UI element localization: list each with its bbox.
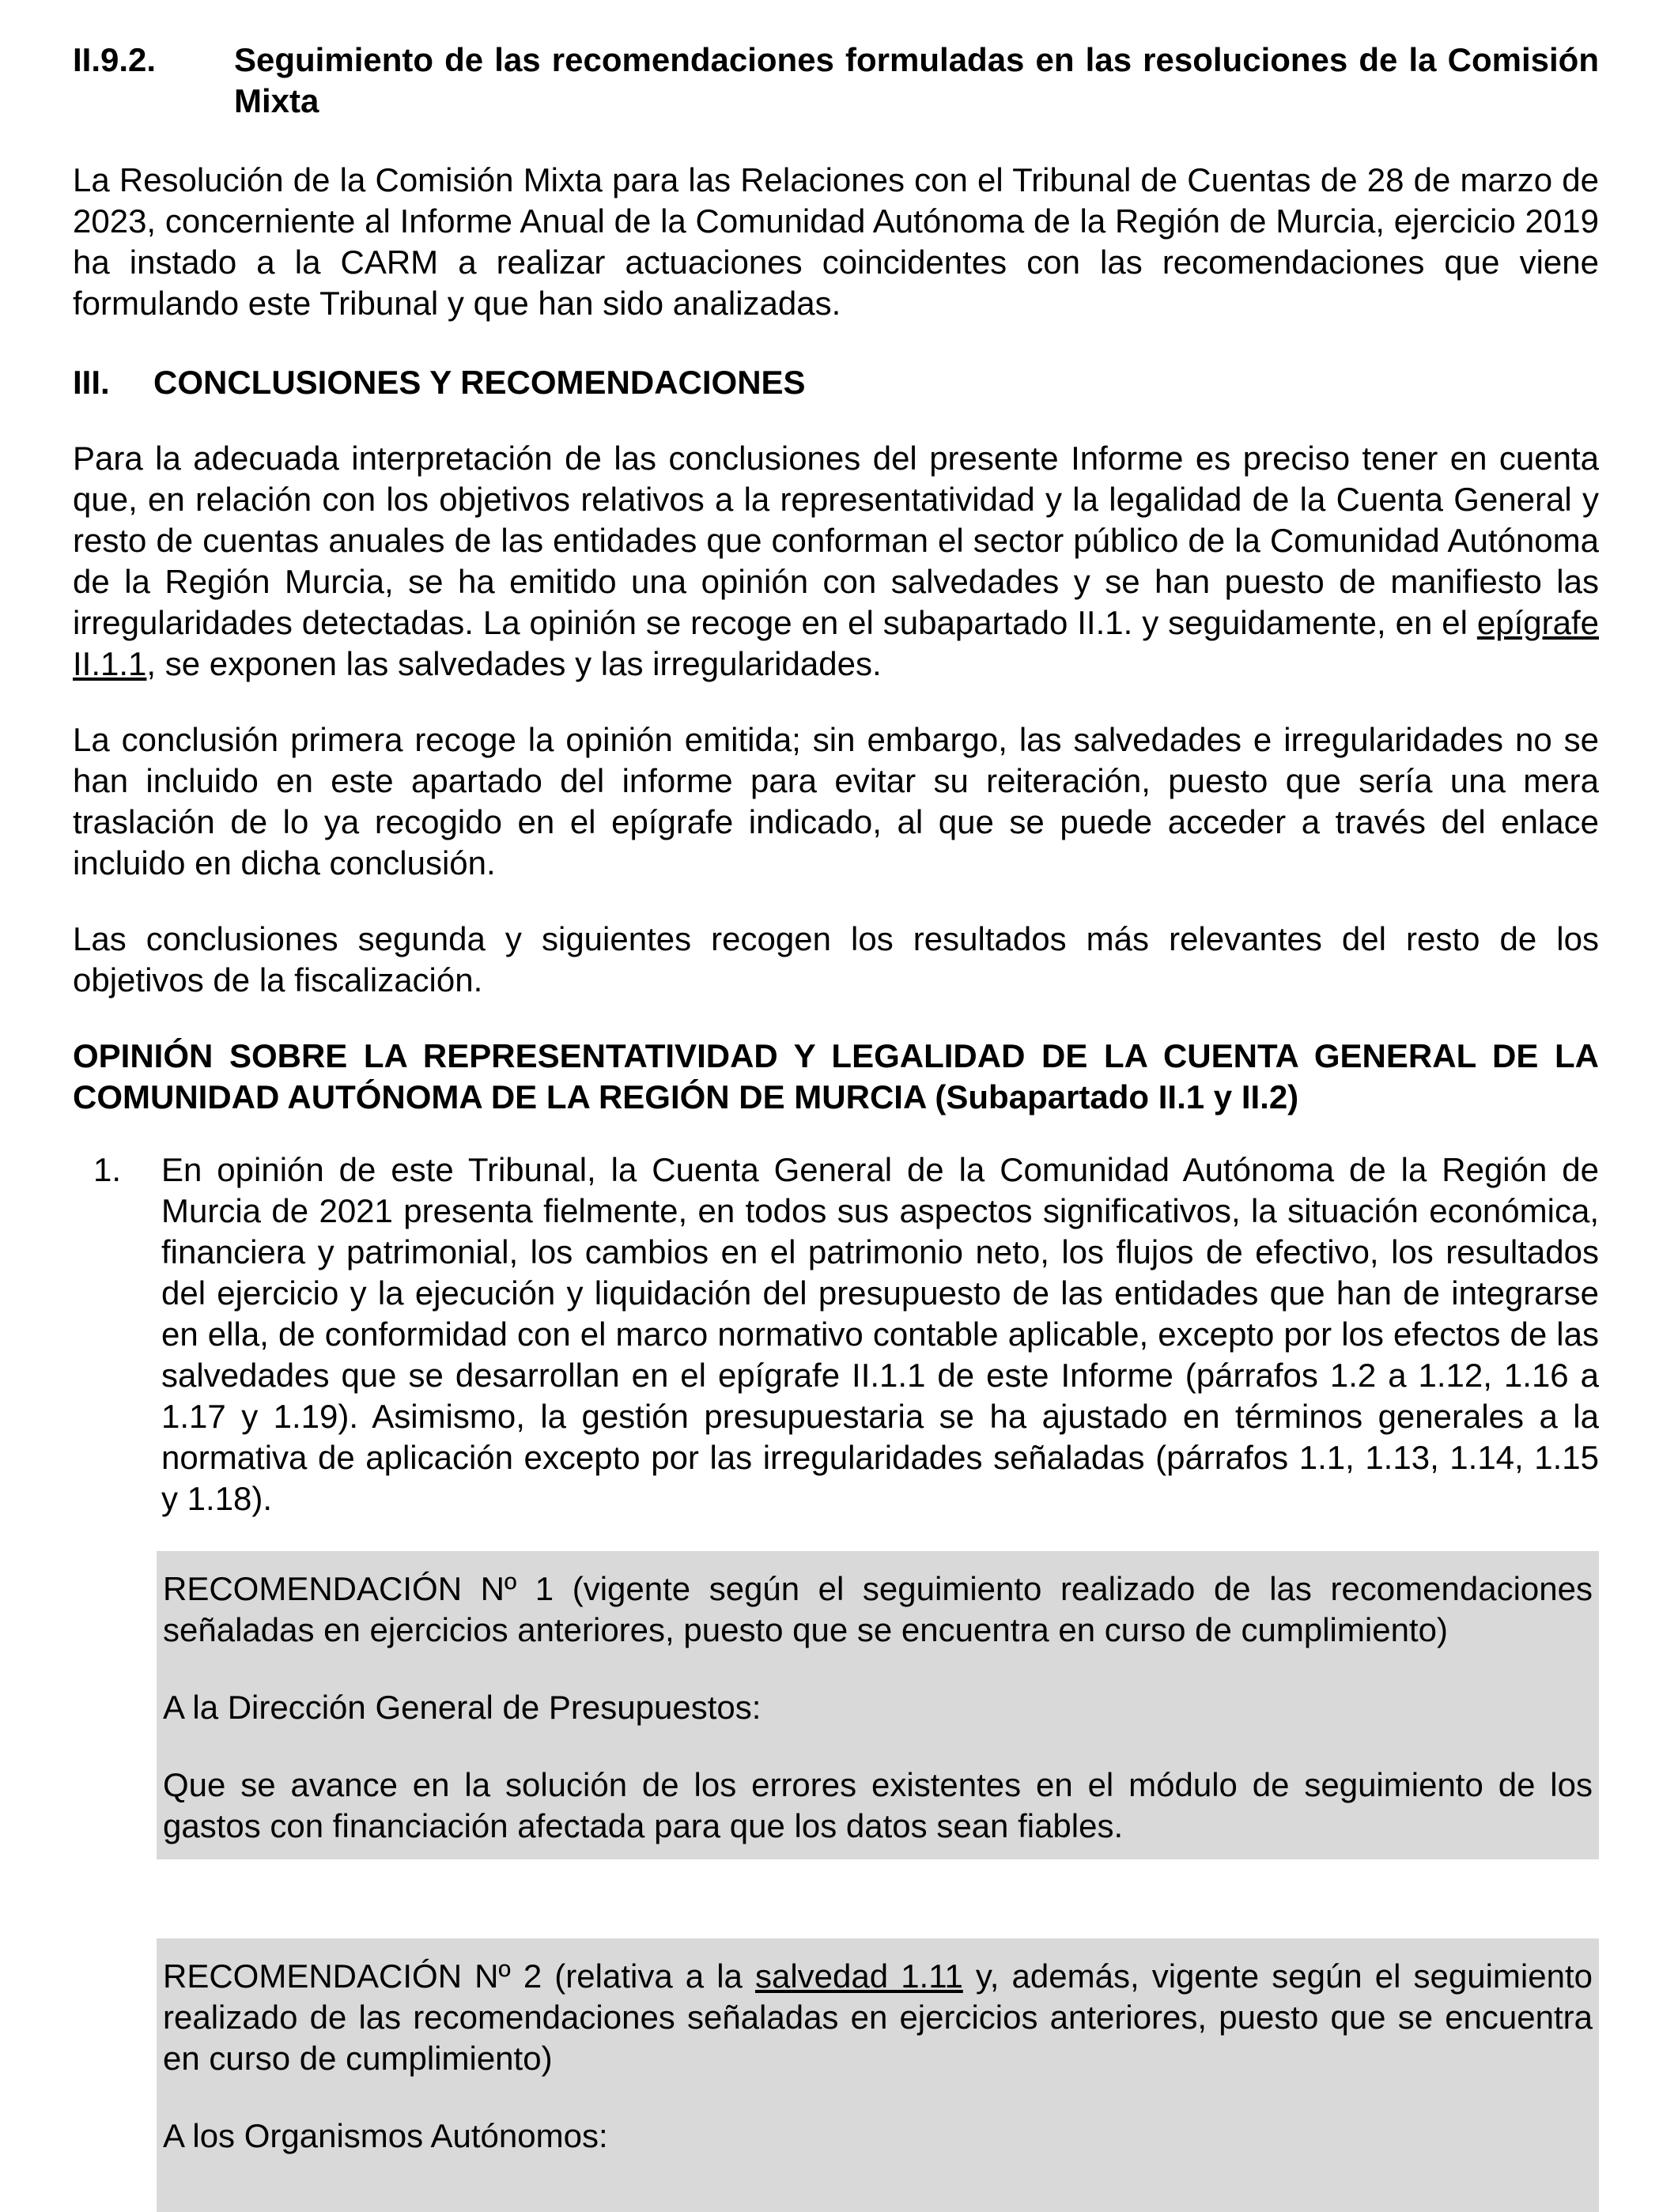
paragraph-conclusiones-siguientes: Las conclusiones segunda y siguientes recogen los resultados más relevantes del resto de los objetivos de la fiscalización.: [73, 920, 1599, 998]
section-number: II.9.2.: [73, 41, 157, 78]
recommendation-title-text: y, además, vigente según el seguimiento realizado de las recomendaciones señaladas en ejercicios anteriores, puesto que se encuentra en curso de cumplimiento): [163, 1957, 1593, 2077]
list-item-text: En opinión de este Tribunal, la Cuenta General de la Comunidad Autónoma de la Región de Murcia de 2021 presenta fielmente, en todos sus aspectos significativos, la situación económica, financiera y patrimonial, los cambios en el patrimonio neto, los flujos de efectivo, los resultados del ejercicio y la ejecución y liquidación del presupuesto de las entidades que han de integrarse en ella, de conformidad con el marco normativo contable aplicable, excepto por los efectos de las salvedades que se desarrollan en el epígrafe II.1.1 de este Informe (párrafos 1.2 a 1.12, 1.16 a 1.17 y 1.19). Asimismo, la gestión presupuestaria se ha ajustado en términos generales a la normativa de aplicación excepto por las irregularidades señaladas (párrafos 1.1, 1.13, 1.14, 1.15 y 1.18).: [161, 1151, 1599, 1517]
opinion-heading: [73, 1036, 1599, 1118]
section-title: CONCLUSIONES Y RECOMENDACIONES: [153, 364, 806, 401]
paragraph-comision-mixta: La Resolución de la Comisión Mixta para las Relaciones con el Tribunal de Cuentas de 28 de marzo de 2023, concerniente al Informe Anual de la Comunidad Autónoma de la Región de Murcia, ejercicio 2019 ha instado a la CARM a realizar actuaciones coincidentes con las recomendaciones que viene formulando este Tribunal y que han sido analizadas.: [73, 161, 1599, 322]
paragraph-text: , se exponen las salvedades y las irregularidades.: [146, 645, 882, 682]
salvedad-link[interactable]: salvedad 1.11: [754, 1957, 963, 1995]
recommendation-box-1: [157, 1551, 1599, 1859]
recommendation-title: RECOMENDACIÓN Nº 1 (vigente según el seguimiento realizado de las recomendaciones señaladas en ejercicios anteriores, puesto que se encuentra en curso de cumplimiento): [163, 1570, 1593, 1648]
section-number: III.: [73, 364, 110, 401]
recommendation-text: Que se avance en la solución de los errores existentes en el módulo de seguimiento de los gastos con financiación afectada para que los datos sean fiables.: [163, 1766, 1593, 1844]
opinion-heading-text: OPINIÓN SOBRE LA REPRESENTATIVIDAD Y LEGALIDAD DE LA CUENTA GENERAL DE LA COMUNIDAD AUTÓNOMA DE LA REGIÓN DE MURCIA: [73, 1037, 1599, 1115]
recommendation-title-text: RECOMENDACIÓN Nº 2 (relativa a la: [163, 1957, 755, 1995]
section-title: Seguimiento de las recomendaciones formuladas en las resoluciones de la Comisión Mixta: [234, 41, 1599, 119]
paragraph-text: Para la adecuada interpretación de las conclusiones del presente Informe es preciso tener en cuenta que, en relación con los objetivos relativos a la representatividad y la legalidad de la Cuenta General y resto de cuentas anuales de las entidades que conforman el sector público de la Comunidad Autónoma de la Región Murcia, se ha emitido una opinión con salvedades y se han puesto de manifiesto las irregularidades detectadas. La opinión se recoge en el subapartado II.1. y seguidamente, en el: [73, 440, 1599, 641]
paragraph-conclusion-primera: La conclusión primera recoge la opinión emitida; sin embargo, las salvedades e irregularidades no se han incluido en este apartado del informe para evitar su reiteración, puesto que sería una mera traslación de lo ya recogido en el epígrafe indicado, al que se puede acceder a través del enlace incluido en dicha conclusión.: [73, 721, 1599, 881]
recommendation-addressee: A los Organismos Autónomos:: [163, 2117, 608, 2154]
recommendation-title: [163, 1956, 1593, 2079]
section-heading-ii-9-2: [73, 40, 1599, 122]
list-item: [73, 1149, 1599, 1519]
recommendation-box-2: [157, 1938, 1599, 2212]
section-heading-iii: [73, 362, 1599, 403]
document-page: [73, 40, 1599, 2212]
list-item-number: 1.: [93, 1151, 122, 1188]
recommendation-addressee: A la Dirección General de Presupuestos:: [163, 1689, 762, 1726]
paragraph-interpretacion: [73, 438, 1599, 685]
epigrafe-link[interactable]: epígrafe II.1.1: [73, 604, 1599, 682]
opinion-heading-suffix: (Subapartado II.1 y II.2): [925, 1078, 1299, 1115]
